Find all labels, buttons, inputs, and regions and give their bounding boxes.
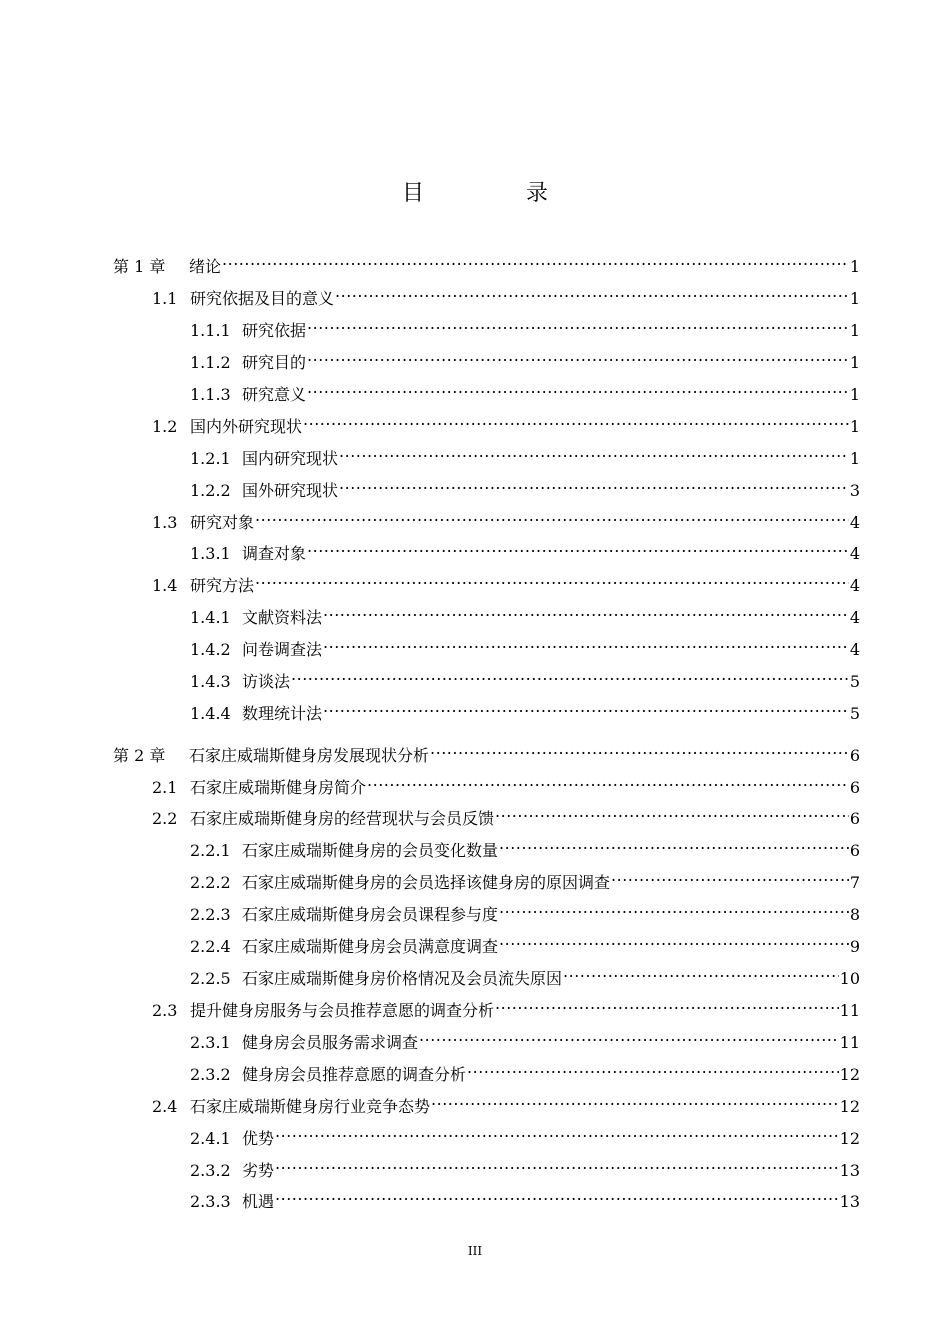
toc-number: 1.2 — [152, 417, 178, 436]
toc-page-number: 6 — [849, 809, 860, 828]
toc-entry[interactable] — [190, 864, 860, 892]
toc-page-number: 13 — [839, 1192, 860, 1211]
toc-page-number: 8 — [849, 905, 860, 924]
toc-number: 1.2.1 — [190, 449, 231, 468]
toc-number: 第 1 章 — [113, 257, 166, 276]
toc-page-number: 13 — [839, 1161, 860, 1180]
toc-page-number: 4 — [849, 640, 860, 659]
toc-page-number: 5 — [849, 672, 860, 691]
toc-title: 石家庄威瑞斯健身房的会员变化数量 — [242, 841, 499, 860]
toc-entry[interactable] — [190, 1183, 860, 1211]
toc-entry[interactable] — [152, 504, 860, 532]
toc-page-number: 1 — [849, 353, 860, 372]
toc-page-number: 1 — [849, 257, 860, 276]
toc-leader-dots — [335, 280, 849, 304]
toc-entry[interactable] — [190, 599, 860, 627]
toc-title: 研究对象 — [190, 513, 255, 532]
toc-number: 2.2.2 — [190, 873, 231, 892]
toc-title: 文献资料法 — [242, 608, 323, 627]
toc-leader-dots — [323, 631, 849, 655]
toc-number: 2.3.3 — [190, 1192, 231, 1211]
toc-entry[interactable] — [190, 663, 860, 691]
toc-number: 2.2.4 — [190, 937, 231, 956]
toc-leader-dots — [339, 472, 849, 496]
toc-leader-dots — [255, 504, 849, 528]
toc-title: 石家庄威瑞斯健身房价格情况及会员流失原因 — [242, 969, 563, 988]
toc-entry[interactable] — [152, 280, 860, 308]
toc-title: 绪论 — [189, 257, 222, 276]
toc-title: 国外研究现状 — [242, 481, 339, 500]
toc-page-number: 9 — [849, 937, 860, 956]
toc-number: 1.4 — [152, 576, 178, 595]
toc-title: 调查对象 — [242, 544, 307, 563]
toc-page-number: 12 — [839, 1129, 860, 1148]
toc-title: 机遇 — [242, 1192, 275, 1211]
toc-page-number: 1 — [849, 417, 860, 436]
toc-leader-dots — [499, 896, 849, 920]
toc-title: 国内外研究现状 — [190, 417, 303, 436]
toc-page-number: 7 — [849, 873, 860, 892]
toc-page-number: 4 — [849, 513, 860, 532]
toc-title: 劣势 — [242, 1161, 275, 1180]
toc-entry[interactable] — [190, 376, 860, 404]
toc-page-number: 4 — [849, 544, 860, 563]
toc-leader-dots — [495, 800, 849, 824]
toc-leader-dots — [467, 1056, 839, 1080]
toc-entry[interactable] — [190, 960, 860, 988]
toc-page-number: 4 — [849, 608, 860, 627]
toc-title: 国内研究现状 — [242, 449, 339, 468]
toc-title: 石家庄威瑞斯健身房行业竞争态势 — [190, 1097, 431, 1116]
toc-number: 1.3.1 — [190, 544, 231, 563]
toc-page-number: 6 — [849, 841, 860, 860]
toc-title: 研究依据 — [242, 321, 307, 340]
toc-entry[interactable] — [152, 1088, 860, 1116]
toc-title: 研究目的 — [242, 353, 307, 372]
toc-title: 石家庄威瑞斯健身房发展现状分析 — [189, 746, 430, 765]
toc-leader-dots — [255, 567, 849, 591]
toc-title: 问卷调查法 — [242, 640, 323, 659]
toc-title: 石家庄威瑞斯健身房会员课程参与度 — [242, 905, 499, 924]
toc-leader-dots — [495, 992, 839, 1016]
toc-leader-dots — [303, 408, 849, 432]
toc-page-number: 10 — [839, 969, 860, 988]
toc-leader-dots — [323, 695, 849, 719]
toc-leader-dots — [275, 1183, 839, 1207]
toc-leader-dots — [291, 663, 849, 687]
toc-number: 2.3 — [152, 1001, 178, 1020]
toc-page-number: 5 — [849, 704, 860, 723]
toc-entry[interactable] — [152, 800, 860, 828]
toc-number: 1.4.4 — [190, 704, 231, 723]
toc-entry[interactable] — [190, 535, 860, 563]
toc-number: 1.1.3 — [190, 385, 231, 404]
toc-number: 1.1 — [152, 289, 178, 308]
toc-entry[interactable] — [152, 992, 860, 1020]
toc-entry[interactable] — [190, 344, 860, 372]
toc-number: 2.3.2 — [190, 1065, 231, 1084]
toc-leader-dots — [611, 864, 849, 888]
toc-leader-dots — [563, 960, 839, 984]
toc-title: 石家庄威瑞斯健身房的经营现状与会员反馈 — [190, 809, 495, 828]
toc-number: 1.4.3 — [190, 672, 231, 691]
toc-number: 1.1.2 — [190, 353, 231, 372]
toc-leader-dots — [419, 1024, 839, 1048]
toc-number: 1.2.2 — [190, 481, 231, 500]
toc-entry[interactable] — [113, 248, 860, 276]
toc-entry[interactable] — [152, 769, 860, 797]
toc-number: 2.2 — [152, 809, 178, 828]
toc-entry[interactable] — [190, 928, 860, 956]
toc-title: 访谈法 — [242, 672, 291, 691]
toc-page-number: 3 — [849, 481, 860, 500]
toc-entry[interactable] — [113, 737, 860, 765]
toc-page-number: 11 — [839, 1001, 860, 1020]
toc-page-number: 12 — [839, 1065, 860, 1084]
toc-page-number: 6 — [849, 746, 860, 765]
toc-entry[interactable] — [190, 1024, 860, 1052]
toc-page-number: 1 — [849, 289, 860, 308]
toc-leader-dots — [339, 440, 849, 464]
toc-number: 2.3.2 — [190, 1161, 231, 1180]
toc-leader-dots — [222, 248, 849, 272]
toc-number: 2.1 — [152, 778, 178, 797]
toc-title: 石家庄威瑞斯健身房简介 — [190, 778, 367, 797]
toc-number: 2.4 — [152, 1097, 178, 1116]
toc-entry[interactable] — [190, 1056, 860, 1084]
toc-leader-dots — [275, 1120, 839, 1144]
toc-title: 健身房会员服务需求调查 — [242, 1033, 419, 1052]
page-title: 目 录 — [401, 181, 588, 206]
toc-page-number: 11 — [839, 1033, 860, 1052]
toc-title: 健身房会员推荐意愿的调查分析 — [242, 1065, 467, 1084]
toc-title: 研究意义 — [242, 385, 307, 404]
toc-leader-dots — [307, 344, 849, 368]
toc-leader-dots — [499, 832, 849, 856]
toc-number: 1.4.2 — [190, 640, 231, 659]
toc-leader-dots — [499, 928, 849, 952]
toc-number: 2.2.5 — [190, 969, 231, 988]
toc-title: 石家庄威瑞斯健身房会员满意度调查 — [242, 937, 499, 956]
toc-title: 提升健身房服务与会员推荐意愿的调查分析 — [190, 1001, 495, 1020]
toc-entry[interactable] — [190, 695, 860, 723]
toc-title: 数理统计法 — [242, 704, 323, 723]
toc-number: 1.4.1 — [190, 608, 231, 627]
toc-page-number: 6 — [849, 778, 860, 797]
toc-entry[interactable] — [190, 631, 860, 659]
toc-leader-dots — [307, 312, 849, 336]
toc-leader-dots — [307, 376, 849, 400]
toc-number: 2.4.1 — [190, 1129, 231, 1148]
toc-entry[interactable] — [190, 1152, 860, 1180]
toc-page-number: 1 — [849, 449, 860, 468]
toc-page-number: 1 — [849, 385, 860, 404]
toc-entry[interactable] — [190, 1120, 860, 1148]
toc-leader-dots — [431, 1088, 839, 1112]
toc-leader-dots — [307, 535, 849, 559]
toc-title: 研究依据及目的意义 — [190, 289, 335, 308]
toc-entry[interactable] — [190, 312, 860, 340]
toc-entry[interactable] — [190, 440, 860, 468]
toc-title: 研究方法 — [190, 576, 255, 595]
toc-entry[interactable] — [190, 896, 860, 924]
footer-page-number: III — [467, 1244, 483, 1258]
toc-entry[interactable] — [152, 567, 860, 595]
toc-page-number: 1 — [849, 321, 860, 340]
toc-entry[interactable] — [190, 832, 860, 860]
toc-title: 石家庄威瑞斯健身房的会员选择该健身房的原因调查 — [242, 873, 611, 892]
toc-number: 第 2 章 — [113, 746, 166, 765]
toc-title: 优势 — [242, 1129, 275, 1148]
toc-page-number: 12 — [839, 1097, 860, 1116]
toc-leader-dots — [323, 599, 849, 623]
toc-number: 2.3.1 — [190, 1033, 231, 1052]
toc-leader-dots — [367, 769, 849, 793]
toc-page-number: 4 — [849, 576, 860, 595]
toc-entry[interactable] — [152, 408, 860, 436]
toc-number: 1.3 — [152, 513, 178, 532]
toc-number: 2.2.1 — [190, 841, 231, 860]
toc-entry[interactable] — [190, 472, 860, 500]
toc-number: 2.2.3 — [190, 905, 231, 924]
toc-leader-dots — [275, 1152, 839, 1176]
toc-number: 1.1.1 — [190, 321, 231, 340]
toc-leader-dots — [430, 737, 849, 761]
